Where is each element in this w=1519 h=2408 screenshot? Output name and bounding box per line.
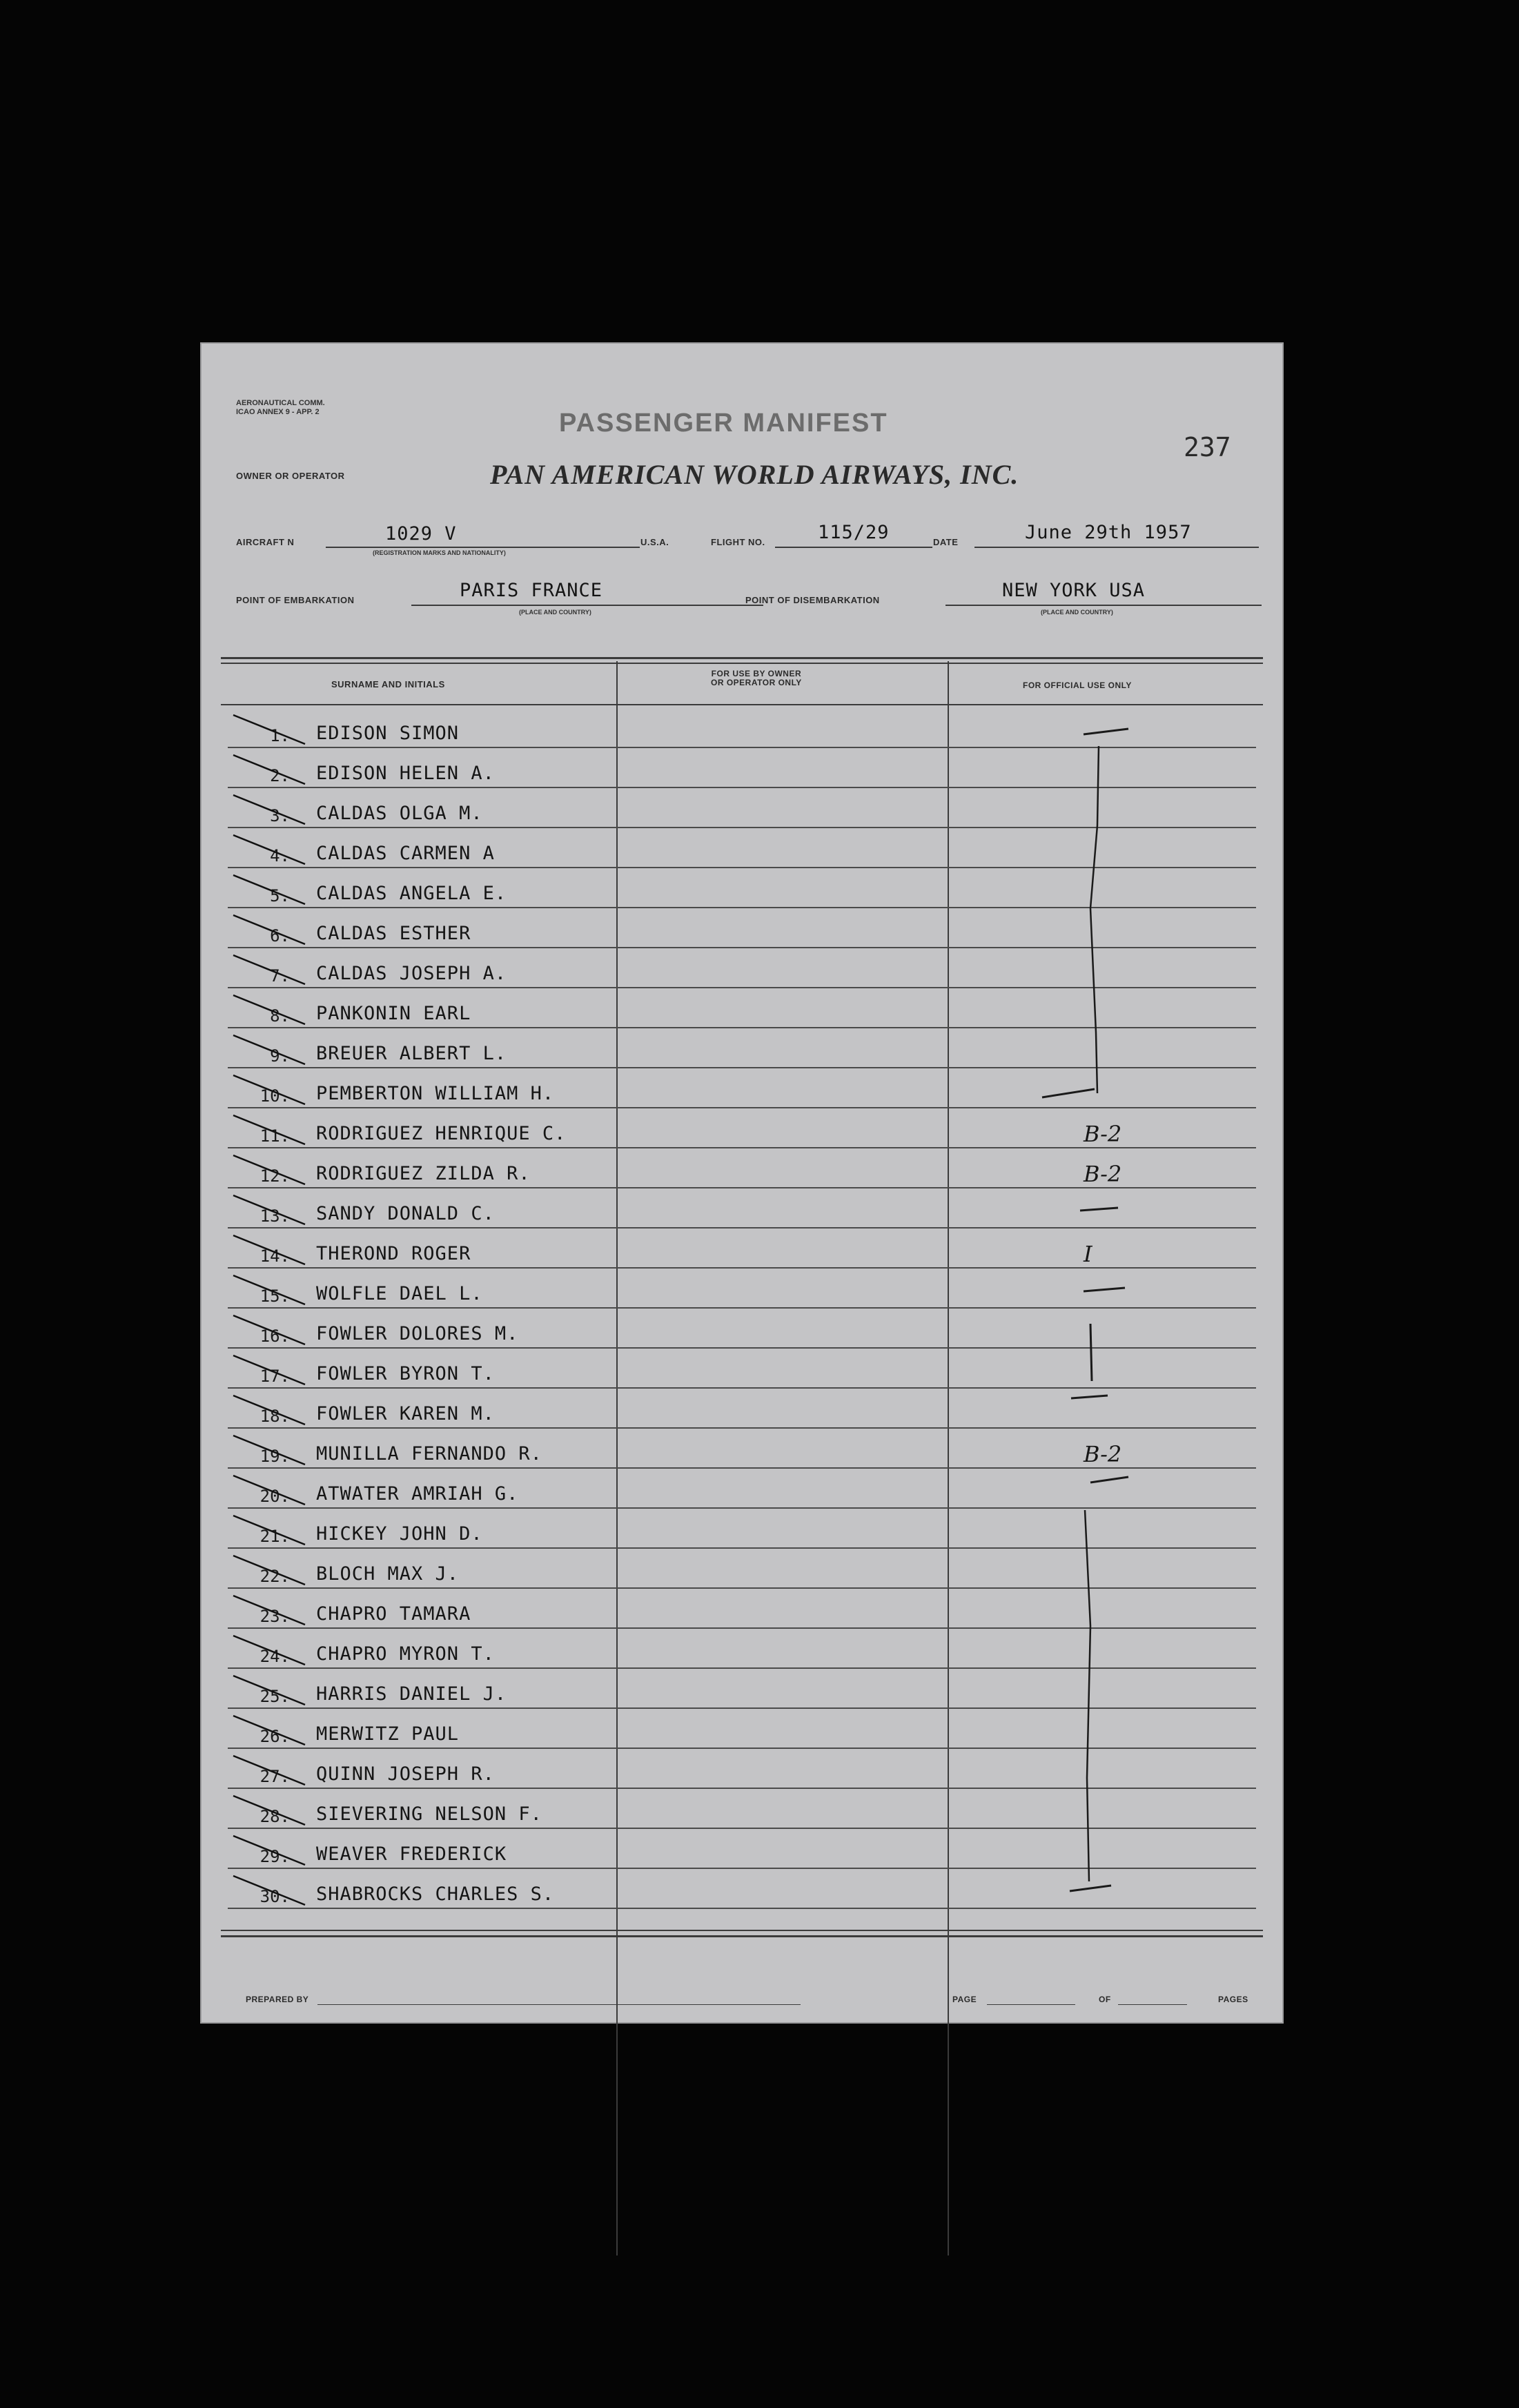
usa-label: U.S.A.: [640, 537, 669, 547]
row-number: 30.: [259, 1887, 290, 1906]
column-header-official-use: FOR OFFICIAL USE ONLY: [1023, 681, 1132, 690]
row-number: 11.: [259, 1126, 290, 1146]
passenger-name: FOWLER DOLORES M.: [316, 1323, 519, 1344]
of-label: OF: [1099, 1995, 1111, 2004]
check-mark: [1080, 1208, 1118, 1211]
passenger-name: CALDAS ANGELA E.: [316, 883, 507, 904]
check-mark: [1084, 729, 1128, 734]
passenger-name: WEAVER FREDERICK: [316, 1843, 507, 1865]
row-number: 13.: [259, 1206, 290, 1226]
passenger-name: CALDAS ESTHER: [316, 923, 471, 944]
row-number: 17.: [259, 1367, 290, 1386]
official-use-note: B-2: [1084, 1121, 1122, 1147]
pages-label: PAGES: [1218, 1995, 1248, 2004]
passenger-name: FOWLER BYRON T.: [316, 1363, 495, 1384]
passenger-name: CALDAS JOSEPH A.: [316, 963, 507, 984]
passenger-name: EDISON SIMON: [316, 723, 460, 744]
row-number: 22.: [259, 1567, 290, 1586]
passenger-name: ATWATER AMRIAH G.: [316, 1483, 519, 1505]
embarkation-caption: (PLACE AND COUNTRY): [519, 609, 591, 616]
owner-label: OWNER OR OPERATOR: [236, 471, 345, 481]
aircraft-label: AIRCRAFT N: [236, 537, 295, 547]
row-number: 19.: [259, 1447, 290, 1466]
row-number: 5.: [270, 886, 290, 906]
check-mark: [1042, 1089, 1095, 1097]
official-use-note: I: [1084, 1241, 1092, 1267]
passenger-name: SHABROCKS CHARLES S.: [316, 1883, 555, 1905]
passenger-name: CHAPRO MYRON T.: [316, 1643, 495, 1665]
passenger-name: RODRIGUEZ HENRIQUE C.: [316, 1123, 567, 1144]
ditto-stroke: [1090, 746, 1099, 1093]
official-use-note: B-2: [1084, 1161, 1122, 1187]
date-value: June 29th 1957: [1025, 522, 1192, 543]
aircraft-caption: (REGISTRATION MARKS AND NATIONALITY): [373, 549, 506, 556]
row-number: 24.: [259, 1647, 290, 1666]
row-number: 26.: [259, 1727, 290, 1746]
row-number: 20.: [259, 1487, 290, 1506]
row-number: 16.: [259, 1327, 290, 1346]
page-title: PASSENGER MANIFEST: [559, 409, 888, 438]
flight-label: FLIGHT NO.: [711, 537, 765, 547]
passenger-name: FOWLER KAREN M.: [316, 1403, 495, 1425]
passenger-name: PANKONIN EARL: [316, 1003, 471, 1024]
column-header-owner-use-line: FOR USE BY OWNER: [711, 669, 802, 678]
passenger-name: EDISON HELEN A.: [316, 763, 495, 784]
check-mark: [1071, 1324, 1108, 1398]
manifest-sheet: [200, 342, 1284, 2024]
operator-name: PAN AMERICAN WORLD AIRWAYS, INC.: [490, 459, 1019, 490]
row-number: 7.: [270, 966, 290, 986]
aircraft-value: 1029 V: [385, 523, 457, 545]
passenger-name: THEROND ROGER: [316, 1243, 471, 1264]
row-number: 8.: [270, 1006, 290, 1026]
passenger-name: SANDY DONALD C.: [316, 1203, 495, 1224]
check-mark: [1084, 1288, 1125, 1291]
row-number: 4.: [270, 846, 290, 865]
row-number: 21.: [259, 1527, 290, 1546]
table-bottom-rule-outer: [221, 1935, 1263, 1937]
row-number: 6.: [270, 926, 290, 946]
official-checkmarks: [200, 342, 1284, 2024]
check-mark: [1090, 1477, 1128, 1482]
check-mark: [1070, 1886, 1111, 1891]
row-number: 3.: [270, 806, 290, 825]
form-reference-line: ICAO ANNEX 9 - APP. 2: [236, 408, 320, 416]
passenger-name: QUINN JOSEPH R.: [316, 1763, 495, 1785]
row-number: 18.: [259, 1407, 290, 1426]
page-label: PAGE: [952, 1995, 977, 2004]
passenger-name: RODRIGUEZ ZILDA R.: [316, 1163, 531, 1184]
row-number: 10.: [259, 1086, 290, 1106]
table-bottom-rule: [221, 1930, 1263, 1931]
row-number: 14.: [259, 1246, 290, 1266]
row-number: 28.: [259, 1807, 290, 1826]
embarkation-label: POINT OF EMBARKATION: [236, 595, 355, 605]
passenger-name: WOLFLE DAEL L.: [316, 1283, 483, 1304]
passenger-name: HARRIS DANIEL J.: [316, 1683, 507, 1705]
passenger-name: CALDAS OLGA M.: [316, 803, 483, 824]
prepared-by-label: PREPARED BY: [246, 1995, 309, 2004]
disembarkation-value: NEW YORK USA: [1002, 580, 1146, 601]
passenger-name: MUNILLA FERNANDO R.: [316, 1443, 542, 1465]
row-number: 15.: [259, 1286, 290, 1306]
disembarkation-caption: (PLACE AND COUNTRY): [1041, 609, 1113, 616]
passenger-name: BREUER ALBERT L.: [316, 1043, 507, 1064]
row-number: 25.: [259, 1687, 290, 1706]
form-reference-line: AERONAUTICAL COMM.: [236, 399, 325, 407]
prepared-by-underline: [317, 2004, 801, 2005]
passenger-name: CHAPRO TAMARA: [316, 1603, 471, 1625]
flight-value: 115/29: [818, 522, 890, 543]
passenger-name: BLOCH MAX J.: [316, 1563, 460, 1585]
row-number: 2.: [270, 766, 290, 785]
column-header-surname: SURNAME AND INITIALS: [331, 679, 445, 689]
passenger-name: SIEVERING NELSON F.: [316, 1803, 542, 1825]
page-underline: [987, 2004, 1075, 2005]
disembarkation-label: POINT OF DISEMBARKATION: [745, 595, 880, 605]
row-number: 23.: [259, 1607, 290, 1626]
row-number: 9.: [270, 1046, 290, 1066]
official-use-note: B-2: [1084, 1441, 1122, 1467]
row-number: 27.: [259, 1767, 290, 1786]
column-header-owner-use-line: OR OPERATOR ONLY: [711, 678, 802, 687]
row-number: 29.: [259, 1847, 290, 1866]
passenger-name: MERWITZ PAUL: [316, 1723, 460, 1745]
date-label: DATE: [933, 537, 959, 547]
embarkation-value: PARIS FRANCE: [460, 580, 603, 601]
passenger-name: HICKEY JOHN D.: [316, 1523, 483, 1545]
passenger-name: CALDAS CARMEN A: [316, 843, 495, 864]
passenger-name: PEMBERTON WILLIAM H.: [316, 1083, 555, 1104]
of-underline: [1118, 2004, 1187, 2005]
ditto-stroke: [1085, 1510, 1090, 1881]
row-number: 1.: [270, 726, 290, 745]
row-number: 12.: [259, 1166, 290, 1186]
page-number: 237: [1184, 432, 1231, 462]
